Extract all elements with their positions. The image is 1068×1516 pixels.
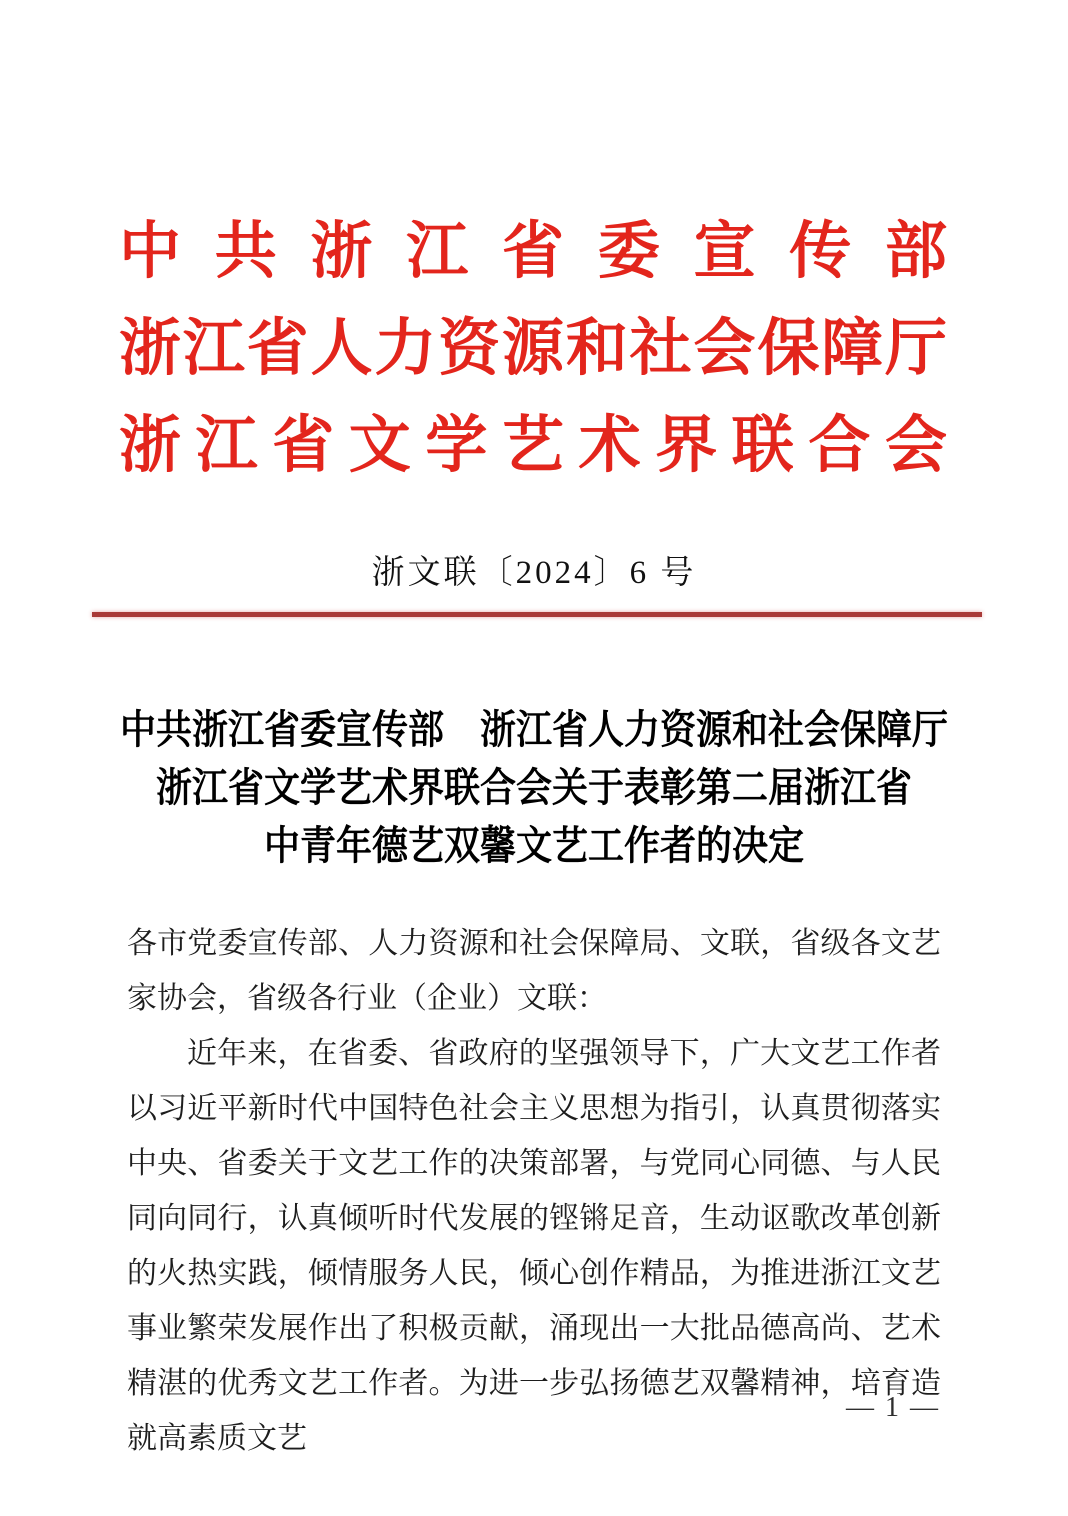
letterhead-line-3: 浙江省文学艺术界联合会: [119, 412, 947, 480]
letterhead-line-2: 浙江省人力资源和社会保障厅: [119, 315, 947, 383]
document-title: [0, 701, 1068, 875]
page-footer: [846, 1392, 940, 1424]
letterhead-line-1: 中共浙江省委宣传部: [119, 218, 947, 286]
document-title-line-3: 中青年德艺双馨文艺工作者的决定: [264, 823, 804, 868]
salutation-paragraph: 各市党委宣传部、人力资源和社会保障局、文联，省级各文艺家协会，省级各行业（企业）文联：: [127, 927, 941, 1015]
document-title-line-2: 浙江省文学艺术界联合会关于表彰第二届浙江省: [156, 765, 913, 810]
body-paragraph: 近年来，在省委、省政府的坚强领导下，广大文艺工作者以习近平新时代中国特色社会主义思想为指引，认真贯彻落实中央、省委关于文艺工作的决策部署，与党同心同德、与人民同向同行，认真倾听时代发展的铿锵足音，生动讴歌改革创新的火热实践，倾情服务人民，倾心创作精品，为推进浙江文艺事业繁荣发展作出了积极贡献，涌现出一大批品德高尚、艺术精湛的优秀文艺工作者。为进一步弘扬德艺双馨精神，培育造就高素质文艺: [127, 1037, 941, 1455]
letterhead: [119, 204, 947, 495]
document-title-line-1: 中共浙江省委宣传部 浙江省人力资源和社会保障厅: [120, 707, 949, 752]
page-number: — 1 —: [846, 1392, 940, 1423]
red-divider-rule: [92, 612, 982, 617]
document-number: 浙文联〔2024〕6 号: [371, 555, 697, 591]
document-body: [127, 916, 941, 1466]
